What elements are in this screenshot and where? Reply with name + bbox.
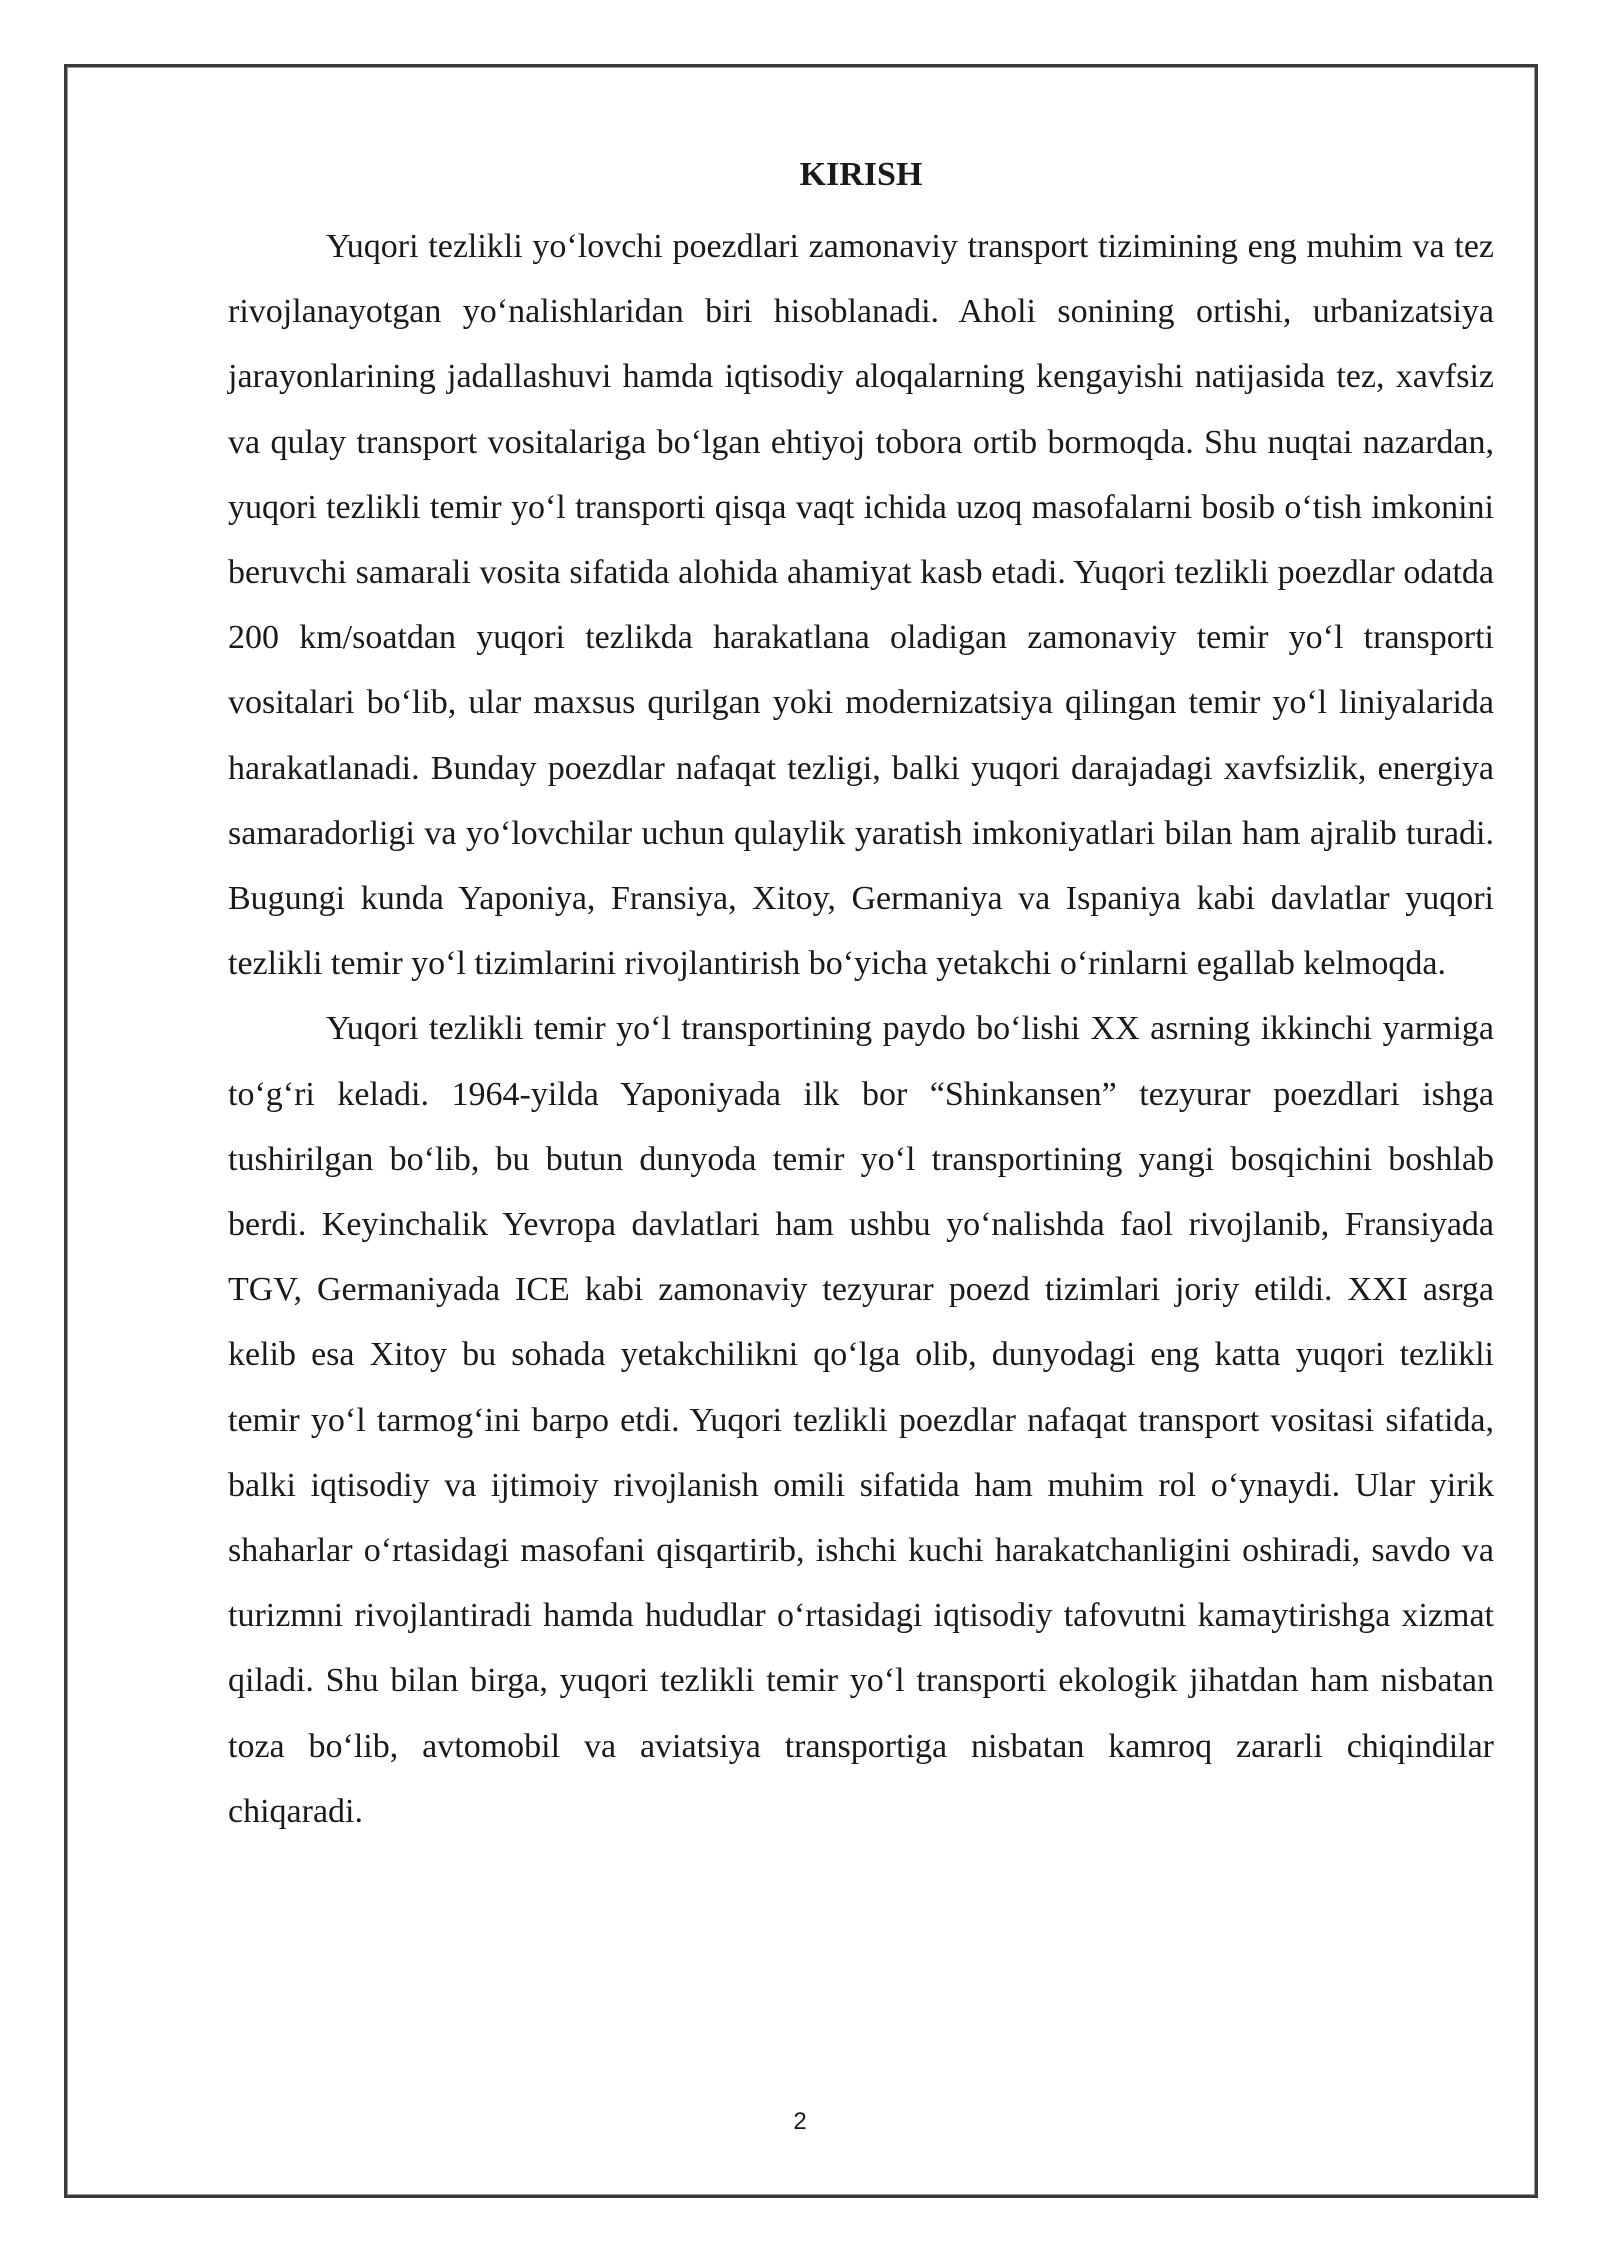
page-number: 2 — [793, 2108, 807, 2135]
paragraph-1: Yuqori tezlikli yo‘lovchi poezdlari zamonaviy transport tizimining eng muhim va tez rivojlanayotgan yo‘nalishlaridan biri hisoblanadi. Aholi sonining ortishi, urbanizatsiya jarayonlarining jadallashuvi hamda iqtisodiy aloqalarning kengayishi natijasida tez, xavfsiz va qulay transport vositalariga bo‘lgan ehtiyoj tobora ortib bormoqda. Shu nuqtai nazardan, yuqori tezlikli temir yo‘l transporti qisqa vaqt ichida uzoq masofalarni bosib o‘tish imkonini beruvchi samarali vosita sifatida alohida ahamiyat kasb etadi. Yuqori tezlikli poezdlar odatda 200 km/soatdan yuqori tezlikda harakatlana oladigan zamonaviy temir yo‘l transporti vositalari bo‘lib, ular maxsus qurilgan yoki modernizatsiya qilingan temir yo‘l liniyalarida harakatlanadi. Bunday poezdlar nafaqat tezligi, balki yuqori darajadagi xavfsizlik, energiya samaradorligi va yo‘lovchilar uchun qulaylik yaratish imkoniyatlari bilan ham ajralib turadi. Bugungi kunda Yaponiya, Fransiya, Xitoy, Germaniya va Ispaniya kabi davlatlar yuqori tezlikli temir yo‘l tizimlarini rivojlantirish bo‘yicha yetakchi o‘rinlarni egallab kelmoqda. — [228, 228, 1494, 983]
document-body — [228, 150, 1494, 1844]
page-title: KIRISH — [799, 156, 923, 193]
paragraph-2: Yuqori tezlikli temir yo‘l transportining paydo bo‘lishi XX asrning ikkinchi yarmiga to‘g‘ri keladi. 1964-yilda Yaponiyada ilk bor “Shinkansen” tezyurar poezdlari ishga tushirilgan bo‘lib, bu butun dunyoda temir yo‘l transportining yangi bosqichini boshlab berdi. Keyinchalik Yevropa davlatlari ham ushbu yo‘nalishda faol rivojlanib, Fransiyada TGV, Germaniyada ICE kabi zamonaviy tezyurar poezd tizimlari joriy etildi. XXI asrga kelib esa Xitoy bu sohada yetakchilikni qo‘lga olib, dunyodagi eng katta yuqori tezlikli temir yo‘l tarmog‘ini barpo etdi. Yuqori tezlikli poezdlar nafaqat transport vositasi sifatida, balki iqtisodiy va ijtimoiy rivojlanish omili sifatida ham muhim rol o‘ynaydi. Ular yirik shaharlar o‘rtasidagi masofani qisqartirib, ishchi kuchi harakatchanligini oshiradi, savdo va turizmni rivojlantiradi hamda hududlar o‘rtasidagi iqtisodiy tafovutni kamaytirishga xizmat qiladi. Shu bilan birga, yuqori tezlikli temir yo‘l transporti ekologik jihatdan ham nisbatan toza bo‘lib, avtomobil va aviatsiya transportiga nisbatan kamroq zararli chiqindilar chiqaradi. — [228, 1010, 1494, 1830]
